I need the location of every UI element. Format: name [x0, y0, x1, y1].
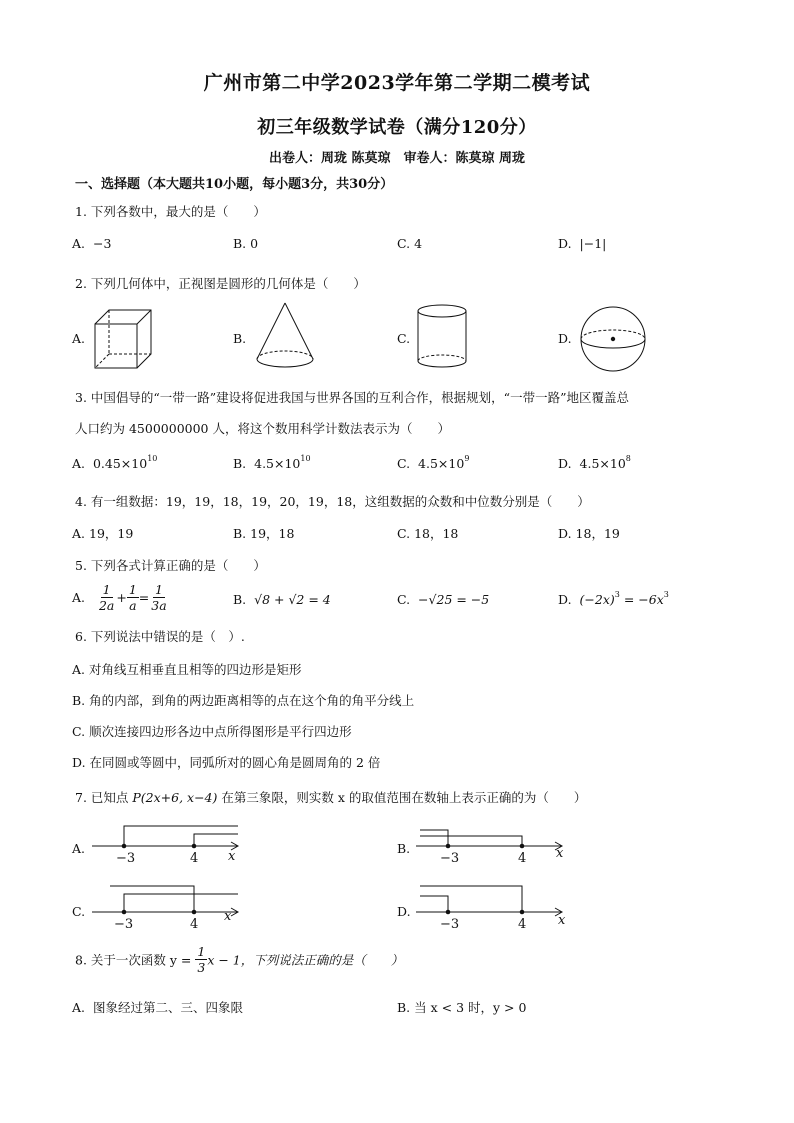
section-heading: 一、选择题（本大题共10小题，每小题3分，共30分）: [75, 177, 394, 192]
number-line-b: [414, 822, 574, 866]
q1-option-d: D. |−1|: [558, 236, 607, 251]
q4-stem: 4. 有一组数据：19，19，18，19，20，19，18，这组数据的众数和中位数分别是（ ）: [75, 494, 590, 509]
q5-option-b: B. √8 + √2 = 4: [233, 592, 331, 607]
cone-figure: [254, 300, 316, 372]
q4-option-c: C. 18，18: [397, 526, 459, 541]
q8-stem: 8. 关于一次函数 y = $\frac{1}{3}$ x − 1，下列说法正确的是（ ）: [75, 944, 404, 975]
tick-label: −3: [440, 851, 460, 866]
axis-label: x: [556, 846, 564, 861]
number-line-a: [90, 822, 250, 866]
q3-option-b: B. $4.5\times 10^{10}$: [233, 454, 311, 472]
q1-option-b: B. 0: [233, 236, 259, 251]
q3-option-c: C. $4.5\times 10^9$: [397, 454, 470, 472]
exam-subtitle: 初三年级数学试卷（满分120分）: [257, 117, 537, 138]
exam-title: 广州市第二中学2023学年第二学期二模考试: [203, 72, 591, 94]
q5-option-d: D. $(-2x)^3 = -6x^3$: [558, 590, 669, 608]
tick-label: −3: [116, 851, 136, 866]
q3-option-a: A. $0.45\times 10^{10}$: [72, 454, 158, 472]
q6-option-b: B. 角的内部，到角的两边距离相等的点在这个角的角平分线上: [72, 693, 415, 708]
tick-label: 4: [190, 851, 199, 866]
q2-stem: 2. 下列几何体中，正视图是圆形的几何体是（ ）: [75, 276, 366, 291]
cube-figure: [92, 304, 154, 372]
q7-label-c: C.: [72, 904, 86, 919]
q7-label-b: B.: [397, 841, 411, 856]
q3-stem-line2: 人口约为 4500000000 人，将这个数用科学计数法表示为（ ）: [75, 421, 450, 436]
q3-option-d: D. $4.5\times 10^8$: [558, 454, 631, 472]
q4-option-d: D. 18，19: [558, 526, 620, 541]
q7-label-d: D.: [397, 904, 411, 919]
tick-label: −3: [114, 917, 134, 930]
exam-authors: 出卷人：周珑 陈莫琼 审卷人：陈莫琼 周珑: [268, 151, 526, 166]
cylinder-figure: [415, 302, 469, 372]
axis-label: x: [558, 913, 566, 928]
number-line-c: [90, 882, 250, 930]
axis-label: x: [224, 909, 232, 924]
axis-label: x: [228, 849, 236, 864]
q5-option-a: A. $\frac{1}{2a}$ + $\frac{1}{a}$ = $\frac{1}{3a}$: [72, 582, 167, 613]
q6-option-d: D. 在同圆或等圆中，同弧所对的圆心角是圆周角的 2 倍: [72, 755, 381, 770]
q2-label-b: B.: [233, 331, 247, 346]
number-line-d: [414, 882, 574, 930]
q8-option-a: A. 图象经过第二、三、四象限: [72, 1000, 243, 1015]
q2-label-c: C.: [397, 331, 411, 346]
q4-option-b: B. 19，18: [233, 526, 295, 541]
tick-label: −3: [440, 917, 460, 930]
q7-label-a: A.: [72, 841, 86, 856]
q1-option-a: A. −3: [72, 236, 112, 251]
q1-option-c: C. 4: [397, 236, 423, 251]
tick-label: 4: [518, 917, 527, 930]
q6-option-a: A. 对角线互相垂直且相等的四边形是矩形: [72, 662, 302, 677]
q3-stem-line1: 3. 中国倡导的“一带一路”建设将促进我国与世界各国的互利合作，根据规划，“一带一路”地区覆盖总: [75, 390, 629, 405]
q1-stem: 1. 下列各数中，最大的是（ ）: [75, 204, 266, 219]
tick-label: 4: [190, 917, 199, 930]
q5-option-c: C. −√25 = −5: [397, 592, 490, 607]
q2-label-d: D.: [558, 331, 572, 346]
q7-stem: 7. 已知点 P(2x+6, x−4) 在第三象限，则实数 x 的取值范围在数轴上表示正确的为（ ）: [75, 790, 587, 805]
sphere-figure: [578, 304, 648, 374]
q6-stem: 6. 下列说法中错误的是（ ）.: [75, 629, 245, 644]
q6-option-c: C. 顺次连接四边形各边中点所得图形是平行四边形: [72, 724, 352, 739]
q4-option-a: A. 19，19: [72, 526, 134, 541]
q2-label-a: A.: [72, 331, 86, 346]
q5-stem: 5. 下列各式计算正确的是（ ）: [75, 558, 266, 573]
q8-option-b: B. 当 x < 3 时，y > 0: [397, 1000, 527, 1015]
tick-label: 4: [518, 851, 527, 866]
